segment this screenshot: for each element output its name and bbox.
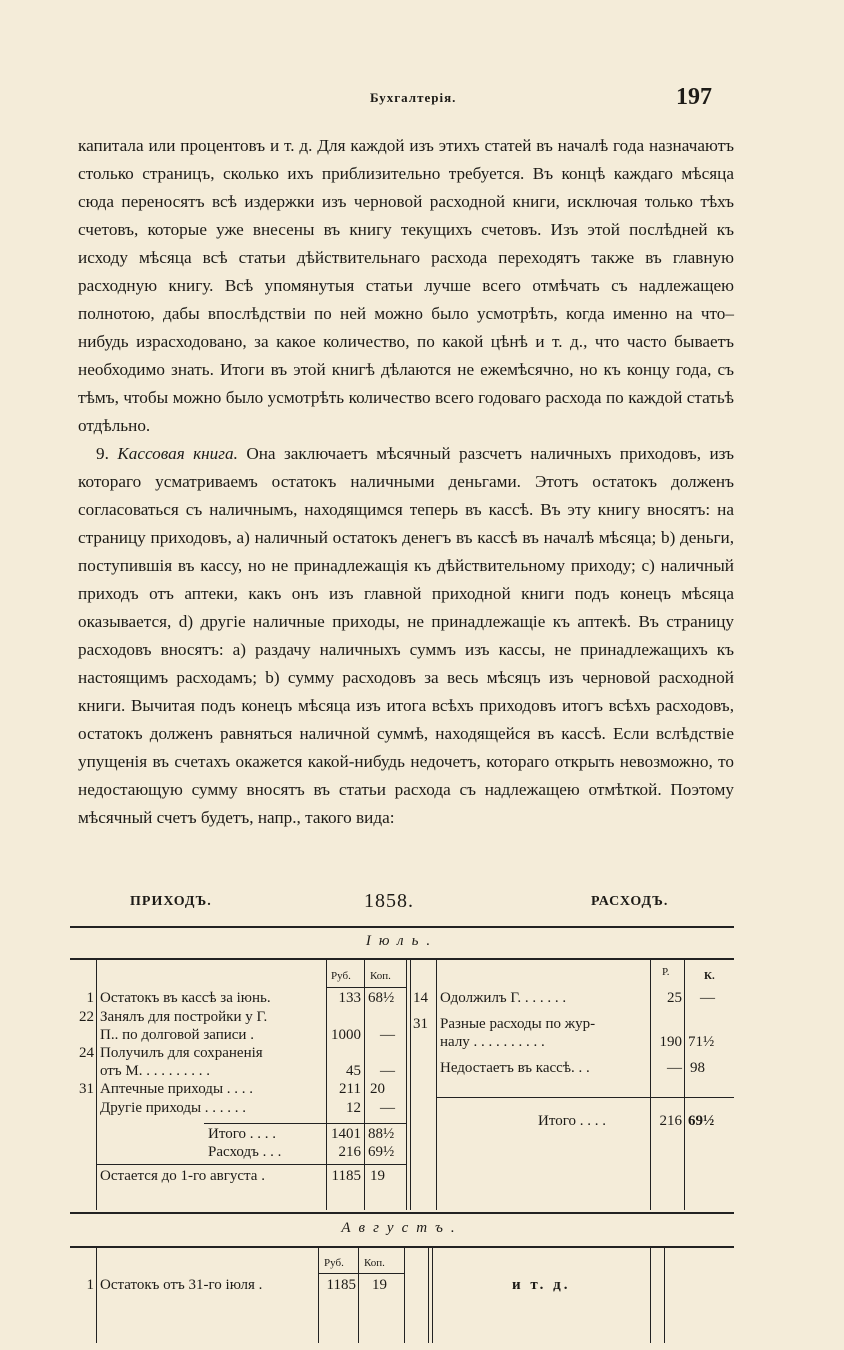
expense-total-k: 69½ xyxy=(688,1113,715,1129)
remainder-rub: 1185 xyxy=(331,1168,361,1184)
income-description: Занялъ для постройки у Г. xyxy=(100,1009,268,1025)
income-description: Другіе приходы . . . . . . xyxy=(100,1100,247,1116)
expense-total-rule xyxy=(436,1097,734,1098)
income-day: 22 xyxy=(79,1009,94,1025)
expense-carried-rub: 216 xyxy=(338,1144,361,1160)
expense-total-label: Итого . . . . xyxy=(538,1113,606,1129)
income-kop: — xyxy=(380,1100,395,1116)
ledger-year: 1858. xyxy=(364,890,414,912)
running-header: Бухгалтерія. xyxy=(370,90,457,105)
col-divider xyxy=(684,960,685,1210)
col-kop-header: Коп. xyxy=(370,970,391,982)
body-text xyxy=(78,132,734,832)
month-august: Августъ. xyxy=(341,1220,463,1236)
col-divider xyxy=(404,1248,405,1343)
paragraph-2 xyxy=(78,440,734,832)
income-kop: 20 xyxy=(370,1081,385,1097)
col-kop-header: Коп. xyxy=(364,1257,385,1269)
august-day: 1 xyxy=(86,1277,94,1293)
expense-description: Разные расходы по жур- xyxy=(440,1016,596,1032)
expense-r: — xyxy=(667,1060,682,1076)
header-rule xyxy=(318,1273,404,1274)
income-description: Аптечные приходы . . . . xyxy=(100,1081,254,1097)
expense-k: — xyxy=(700,990,715,1006)
page-number: 197 xyxy=(676,84,712,110)
income-kop: — xyxy=(380,1027,395,1043)
august-description: Остатокъ отъ 31-го іюля . xyxy=(100,1277,263,1293)
header-rule xyxy=(326,987,406,988)
section-text: Она заключаетъ мѣсячный разсчетъ наличныхъ приходовъ, изъ котораго усматриваемъ остатокъ наличными деньгами. Этотъ остатокъ долженъ согласоваться съ наличнымъ, находящимся теперь въ кассѣ. Въ эту книгу вносятъ: на страницу приходовъ, a) наличный остатокъ денегъ въ кассѣ въ началѣ мѣсяца; b) деньги, поступившія въ кассу, но не принадлежащія къ дѣйствительному приходу; c) наличный приходъ отъ аптеки, какъ онъ изъ главной приходной книги подъ конецъ мѣсяца оказывается, d) другіе наличные приходы, не принадлежащіе къ аптекѣ. Въ страницу расходовъ вносятъ: a) раздачу наличныхъ суммъ изъ кассы, не принадлежащихъ къ настоящимъ расходамъ; b) сумму расходовъ за весь мѣсяцъ изъ черновой расходной книги. Вычитая подъ конецъ мѣсяца изъ итога всѣхъ приходовъ итогъ всѣхъ расходовъ, остатокъ долженъ равняться наличной суммѣ, находящейся въ кассѣ. Если вслѣдствіе упущенія въ счетахъ окажется какой-нибудь недочетъ, котораго открыть невозможно, то недостающую сумму вносятъ въ статьи расхода съ надлежащею отмѣткой. Поэтому мѣсячный счетъ будетъ, напр., такого вида: xyxy=(78,444,735,827)
expense-total-r: 216 xyxy=(659,1113,682,1129)
august-rub: 1185 xyxy=(326,1277,356,1293)
remain-rule xyxy=(96,1164,406,1165)
income-total-rub: 1401 xyxy=(331,1126,361,1142)
table-rule xyxy=(70,958,734,960)
expense-carried-label: Расходъ . . . xyxy=(208,1144,282,1160)
income-day: 1 xyxy=(86,990,94,1006)
section-title: Кассовая книга. xyxy=(117,444,238,463)
income-description: отъ М. . . . . . . . . . xyxy=(100,1063,210,1079)
col-divider xyxy=(432,1248,433,1343)
expense-carried-kop: 69½ xyxy=(368,1144,395,1160)
col-rub-header: Руб. xyxy=(331,970,351,982)
income-rub: 1000 xyxy=(331,1027,361,1043)
col-divider xyxy=(406,960,407,1210)
expense-day: 31 xyxy=(413,1016,428,1032)
august-kop: 19 xyxy=(372,1277,387,1293)
income-day: 31 xyxy=(79,1081,94,1097)
table-rule-top xyxy=(70,926,734,928)
paragraph-1: капитала или процентовъ и т. д. Для каждой изъ этихъ статей въ началѣ года назначаютъ столько страницъ, сколько ихъ приблизительно требуется. Въ концѣ каждаго мѣсяца сюда переносятъ всѣ издержки изъ черновой расходной книги, исключая только тѣхъ счетовъ, которые уже внесены въ книгу текущихъ счетовъ. Изъ этой послѣдней къ исходу мѣсяца всѣ статьи дѣйствительнаго расхода переходятъ также въ главную расходную книгу. Всѣ упомянутыя статьи лучше всего отмѣчать съ надлежащею полнотою, дабы впослѣдствіи по ней можно было усмотрѣть, когда именно на что–нибудь израсходовано, за какое количество, по какой цѣнѣ и т. д., что часто бываетъ необходимо знать. Итоги въ этой книгѣ дѣлаются не ежемѣсячно, но къ концу года, съ тѣмъ, чтобы можно было усмотрѣть количество всего годоваго расхода по каждой статьѣ отдѣльно. xyxy=(78,136,734,435)
income-description: Остатокъ въ кассѣ за іюнь. xyxy=(100,990,271,1006)
col-divider xyxy=(664,1248,665,1343)
income-description: П.. по долговой записи . xyxy=(100,1027,254,1043)
table-rule xyxy=(70,1212,734,1214)
col-r-header: Р. xyxy=(662,966,670,978)
income-kop: 68½ xyxy=(368,990,395,1006)
expense-description: Недостаетъ въ кассѣ. . . xyxy=(440,1060,590,1076)
income-rub: 211 xyxy=(339,1081,361,1097)
ledger-caption xyxy=(78,890,738,914)
col-k-header: К. xyxy=(704,970,715,982)
income-rub: 45 xyxy=(346,1063,361,1079)
remainder-kop: 19 xyxy=(370,1168,385,1184)
total-rule xyxy=(204,1123,406,1124)
col-divider xyxy=(96,960,97,1210)
col-divider xyxy=(436,960,437,1210)
expense-heading: РАСХОДЪ. xyxy=(591,894,669,909)
expense-description: налу . . . . . . . . . . xyxy=(440,1034,545,1050)
income-description: Получилъ для сохраненія xyxy=(100,1045,263,1061)
col-rub-header: Руб. xyxy=(324,1257,344,1269)
col-divider xyxy=(410,960,411,1210)
col-divider xyxy=(358,1248,359,1343)
col-divider xyxy=(364,960,365,1210)
income-rub: 12 xyxy=(346,1100,361,1116)
col-divider xyxy=(650,1248,651,1343)
income-total-label: Итого . . . . xyxy=(208,1126,276,1142)
expense-k: 71½ xyxy=(688,1034,715,1050)
income-kop: — xyxy=(380,1063,395,1079)
income-day: 24 xyxy=(79,1045,94,1061)
income-total-kop: 88½ xyxy=(368,1126,395,1142)
expense-r: 25 xyxy=(667,990,682,1006)
expense-r: 190 xyxy=(659,1034,682,1050)
continuation-text: и т. д. xyxy=(512,1277,571,1293)
col-divider xyxy=(318,1248,319,1343)
expense-day: 14 xyxy=(413,990,428,1006)
month-july: Іюль. xyxy=(365,933,439,949)
section-number: 9. xyxy=(96,444,109,463)
col-divider xyxy=(96,1248,97,1343)
expense-description: Одолжилъ Г. . . . . . . xyxy=(440,990,567,1006)
income-rub: 133 xyxy=(338,990,361,1006)
income-heading: ПРИХОДЪ. xyxy=(130,894,212,909)
col-divider xyxy=(428,1248,429,1343)
expense-k: 98 xyxy=(690,1060,705,1076)
table-rule xyxy=(70,1246,734,1248)
remainder-label: Остается до 1-го августа . xyxy=(100,1168,265,1184)
